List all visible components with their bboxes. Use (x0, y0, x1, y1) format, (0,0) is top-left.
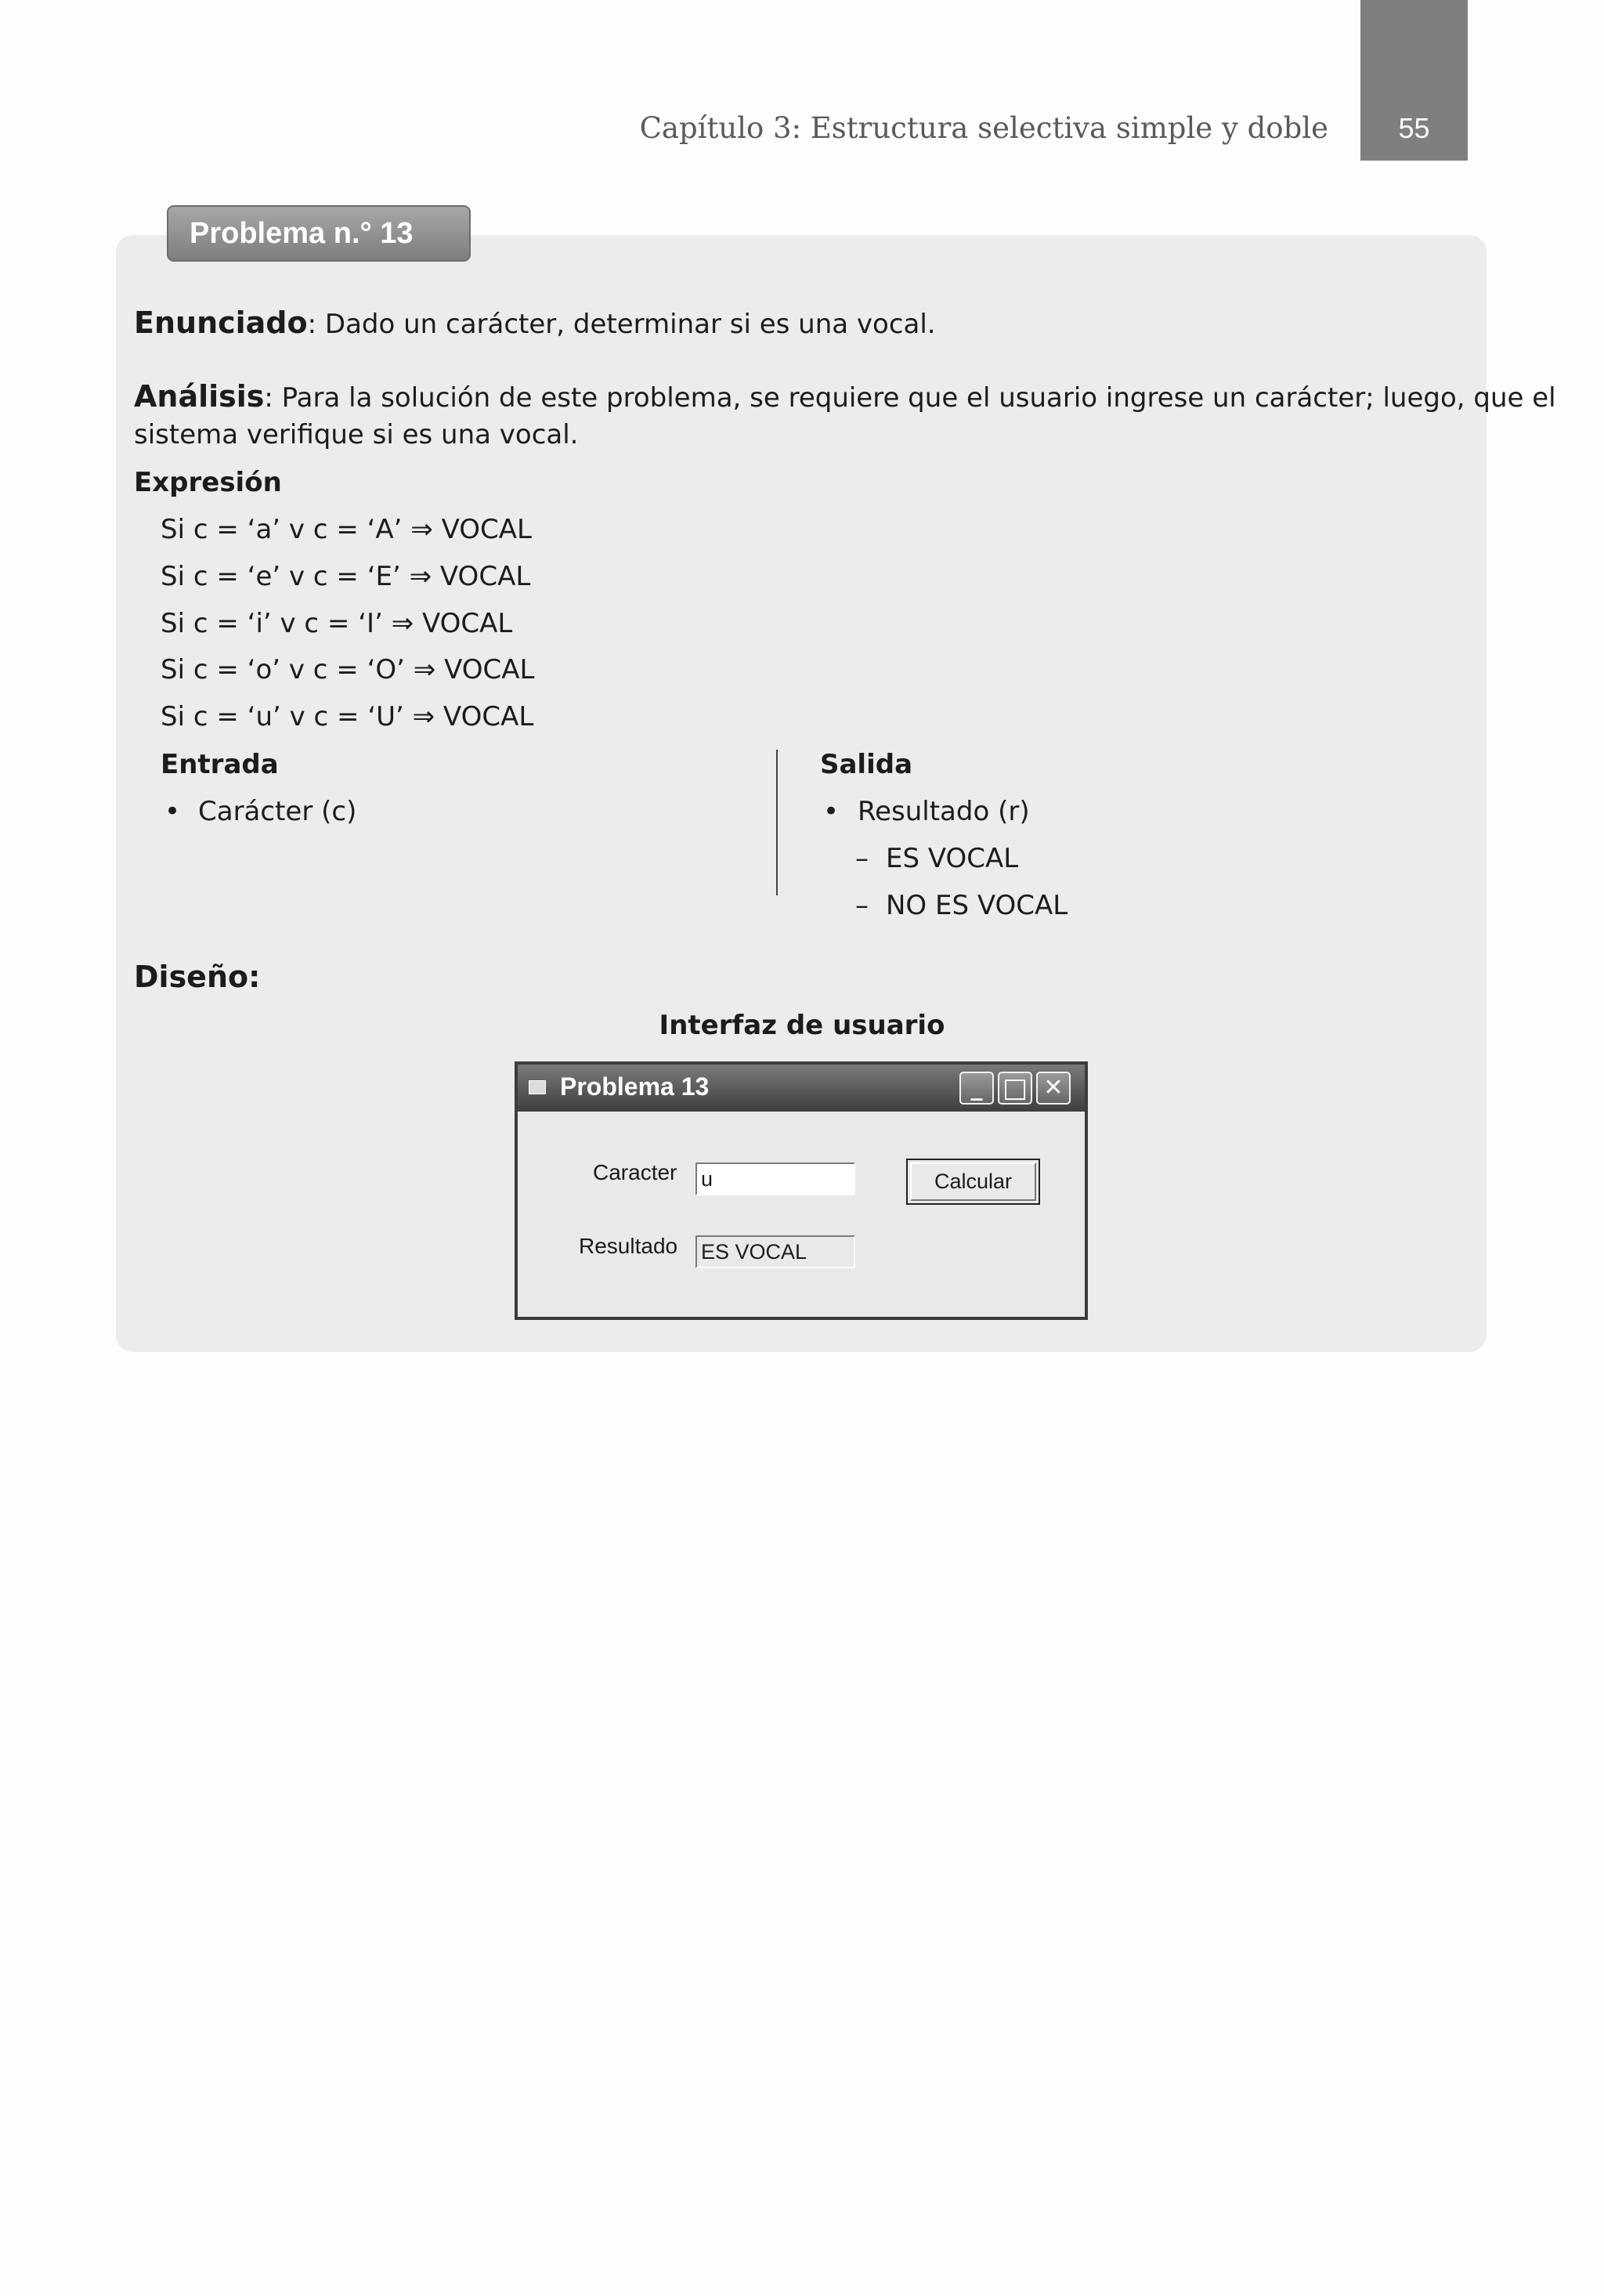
resultado-label: Resultado (579, 1234, 678, 1258)
dialog-title: Problema 13 (560, 1072, 710, 1101)
salida-sub-item: ES VOCAL (886, 843, 1019, 874)
expression-line: Si c = ‘u’ v c = ‘U’ ⇒ VOCAL (161, 701, 534, 732)
chapter-heading: Capítulo 3: Estructura selectiva simple y doble (639, 111, 1328, 145)
analisis-text-line2: sistema verifique si es una vocal. (134, 419, 579, 450)
salida-bullet: • (823, 796, 840, 827)
analisis (134, 379, 1556, 414)
enunciado-text: : Dado un carácter, determinar si es una vocal. (307, 309, 936, 340)
enunciado (134, 306, 936, 340)
page-number: 55 (1398, 112, 1430, 144)
resultado-field: ES VOCAL (695, 1235, 855, 1268)
entrada-label: Entrada (161, 749, 279, 780)
minimize-icon[interactable]: _ (959, 1072, 994, 1105)
caracter-input[interactable]: u (695, 1162, 855, 1195)
calcular-button-label: Calcular (910, 1162, 1036, 1201)
diseno-label: Diseño: (134, 960, 261, 994)
dialog-titlebar[interactable] (518, 1065, 1085, 1112)
calcular-button[interactable] (906, 1159, 1040, 1205)
salida-dash: – (855, 843, 869, 874)
window-app-icon (529, 1080, 546, 1094)
salida-dash: – (855, 890, 869, 921)
expression-line: Si c = ‘i’ v c = ‘I’ ⇒ VOCAL (161, 608, 513, 639)
dialog-window (515, 1061, 1088, 1320)
close-icon[interactable]: ✕ (1036, 1072, 1071, 1105)
maximize-icon[interactable]: □ (998, 1072, 1032, 1105)
analisis-text-line1: : Para la solución de este problema, se requiere que el usuario ingrese un carácter; luego, que el (264, 382, 1556, 414)
column-divider (776, 750, 778, 895)
caracter-label: Caracter (593, 1160, 677, 1184)
interfaz-label: Interfaz de usuario (659, 1010, 945, 1041)
salida-sub-item: NO ES VOCAL (886, 890, 1068, 921)
expression-line: Si c = ‘a’ v c = ‘A’ ⇒ VOCAL (161, 514, 532, 545)
salida-item: Resultado (r) (858, 796, 1030, 827)
page-number-tab (1360, 0, 1468, 161)
entrada-item: Carácter (c) (198, 796, 357, 827)
expression-line: Si c = ‘e’ v c = ‘E’ ⇒ VOCAL (161, 561, 531, 592)
enunciado-label: Enunciado (134, 306, 308, 340)
entrada-bullet: • (164, 796, 181, 827)
problem-tab: Problema n.° 13 (167, 205, 471, 262)
expression-line: Si c = ‘o’ v c = ‘O’ ⇒ VOCAL (161, 654, 535, 685)
salida-label: Salida (820, 749, 913, 780)
expresion-label: Expresión (134, 467, 282, 498)
analisis-label: Análisis (134, 379, 265, 414)
